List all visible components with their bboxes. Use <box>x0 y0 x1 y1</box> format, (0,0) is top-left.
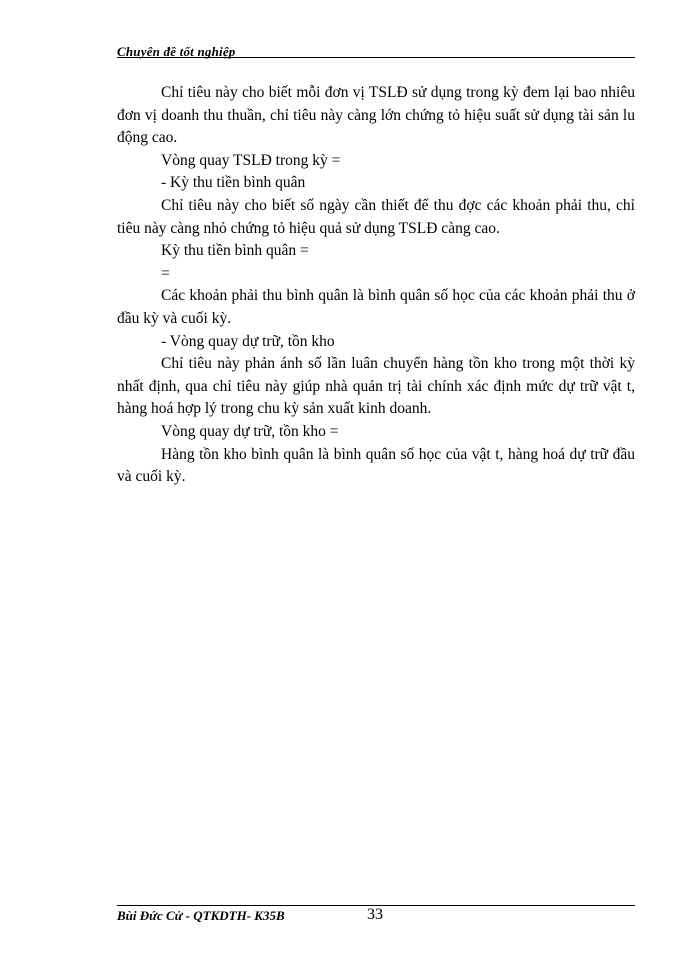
page-header: Chuyên đề tốt nghiệp <box>117 44 236 59</box>
formula-line: Vòng quay TSLĐ trong kỳ = <box>161 151 341 169</box>
formula-line: Vòng quay dự trữ, tồn kho = <box>161 422 339 440</box>
document-body <box>117 82 635 489</box>
paragraph: Hàng tồn kho bình quân là bình quân số học của vật t, hàng hoá dự trữ đầu và cuối kỳ. <box>117 445 635 486</box>
paragraph: Chỉ tiêu này phản ánh số lần luân chuyển hàng tồn kho trong một thời kỳ nhất định, qua chỉ tiêu này giúp nhà quản trị tài chính xác định mức dự trữ vật t, hàng hoá hợp lý trong chu kỳ sản xuất kinh doanh. <box>117 355 635 418</box>
header-rule <box>117 57 635 58</box>
formula-line: Kỳ thu tiền bình quân = <box>161 242 309 260</box>
paragraph: Chỉ tiêu này cho biết số ngày cần thiết để thu đợc các khoản phải thu, chỉ tiêu này càng nhỏ chứng tỏ hiệu quả sử dụng TSLĐ càng cao. <box>117 196 635 237</box>
page-footer: Bùi Đức Cử - QTKDTH- K35B <box>117 908 285 923</box>
section-heading: - Vòng quay dự trữ, tồn kho <box>161 332 335 350</box>
section-heading: - Kỳ thu tiền bình quân <box>161 174 306 192</box>
paragraph: Chỉ tiêu này cho biết mỗi đơn vị TSLĐ sử dụng trong kỳ đem lại bao nhiêu đơn vị doanh thu thuần, chỉ tiêu này càng lớn chứng tỏ hiệu suất sử dụng tài sản lu động cao. <box>117 84 635 147</box>
page-number: 33 <box>367 906 383 923</box>
paragraph: Các khoản phải thu bình quân là bình quân số học của các khoản phải thu ở đầu kỳ và cuối kỳ. <box>117 287 635 327</box>
formula-line: = <box>161 264 170 282</box>
